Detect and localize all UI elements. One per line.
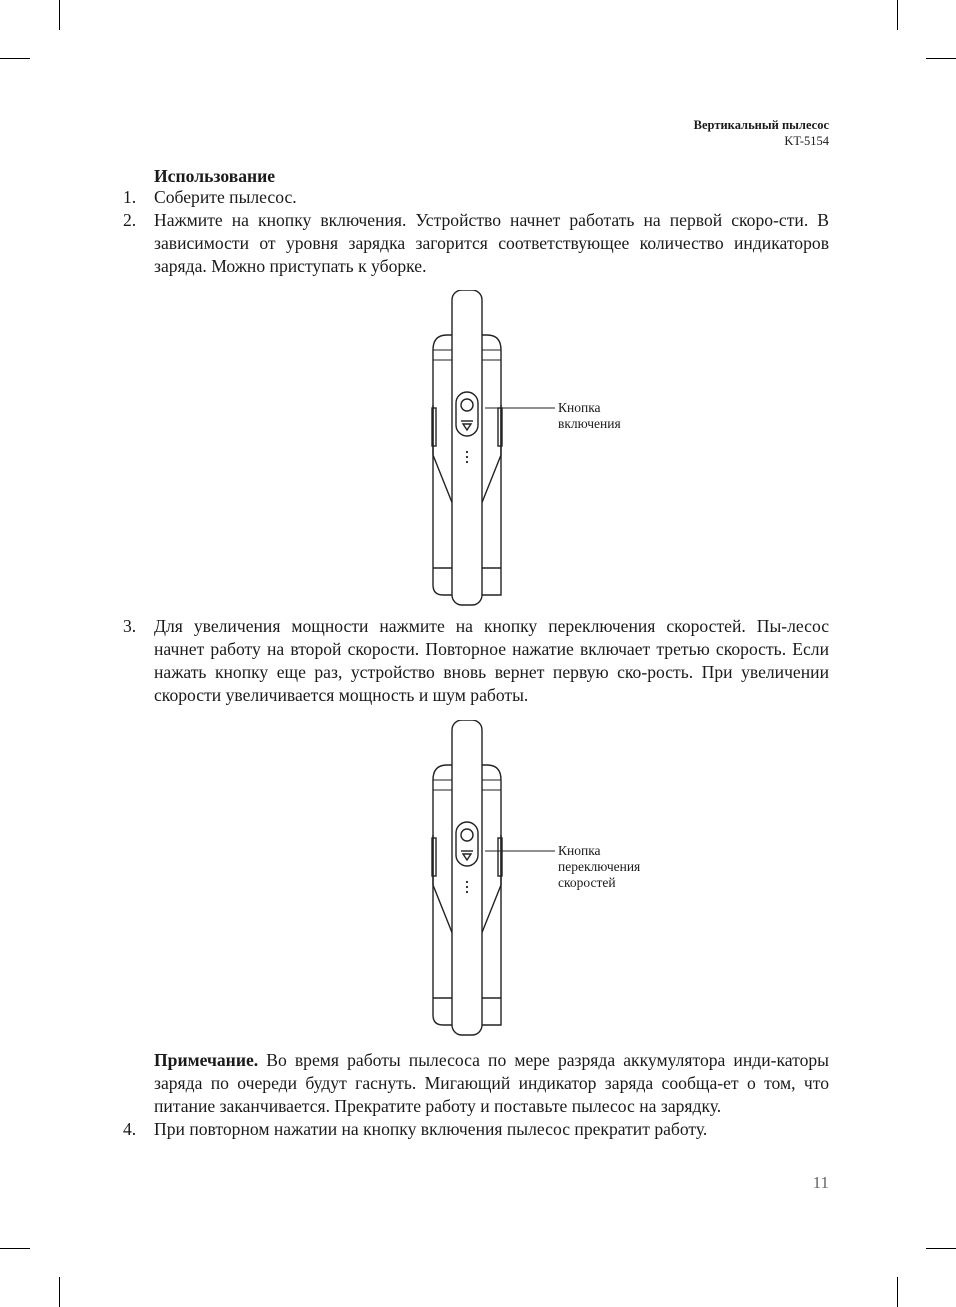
callout-line: переключения xyxy=(558,859,641,874)
list-text: Соберите пылесос. xyxy=(154,187,297,207)
header-model: KT-5154 xyxy=(784,134,829,148)
note-text: Во время работы пылесоса по мере разряда аккумулятора инди-каторы заряда по очереди будут гаснуть. Мигающий индикатор заряда сообща-ет о том, что питание заканчивается. Прекратите работу и поставьте пылесос на зарядку. xyxy=(154,1050,829,1116)
power-button-callout xyxy=(558,400,621,432)
list-text: Для увеличения мощности нажмите на кнопку переключения скоростей. Пы-лесос начнет работу на второй скорости. Повторное нажатие включает третью скорость. Если нажать кнопку еще раз, устройство вновь вернет первую ско-рость. При увеличении скорости увеличивается мощность и шум работы. xyxy=(154,616,829,705)
list-number: 1. xyxy=(123,187,137,207)
steps-block-middle xyxy=(123,615,829,707)
crop-mark xyxy=(897,1277,898,1307)
steps-block-top xyxy=(123,186,829,278)
crop-mark xyxy=(0,58,30,59)
list-number: 4. xyxy=(123,1119,137,1139)
crop-mark xyxy=(0,1248,30,1249)
running-header xyxy=(694,117,829,149)
steps-block-bottom xyxy=(123,1049,829,1141)
page-number: 11 xyxy=(812,1173,829,1192)
section-heading: Использование xyxy=(154,166,276,186)
crop-mark xyxy=(897,0,898,30)
list-number: 3. xyxy=(123,616,137,636)
crop-mark xyxy=(59,0,60,30)
crop-mark xyxy=(59,1277,60,1307)
note-label: Примечание. xyxy=(154,1050,259,1070)
vacuum-illustration-power xyxy=(425,290,665,608)
list-item xyxy=(123,1118,829,1141)
callout-line: скоростей xyxy=(558,875,616,890)
crop-mark xyxy=(926,1248,956,1249)
callout-line: включения xyxy=(558,416,621,431)
list-number: 2. xyxy=(123,210,137,230)
list-item xyxy=(123,615,829,707)
note-paragraph xyxy=(123,1049,829,1118)
header-title: Вертикальный пылесос xyxy=(693,118,829,132)
list-text: Нажмите на кнопку включения. Устройство начнет работать на первой скоро-сти. В зависимости от уровня зарядка загорится соответствующее количество индикаторов заряда. Можно приступать к уборке. xyxy=(154,210,829,276)
speed-button-callout xyxy=(558,843,640,891)
list-text: При повторном нажатии на кнопку включения пылесос прекратит работу. xyxy=(154,1119,708,1139)
callout-line: Кнопка xyxy=(558,843,601,858)
crop-mark xyxy=(926,58,956,59)
callout-line: Кнопка xyxy=(558,400,601,415)
list-item xyxy=(123,186,829,209)
list-item xyxy=(123,209,829,278)
